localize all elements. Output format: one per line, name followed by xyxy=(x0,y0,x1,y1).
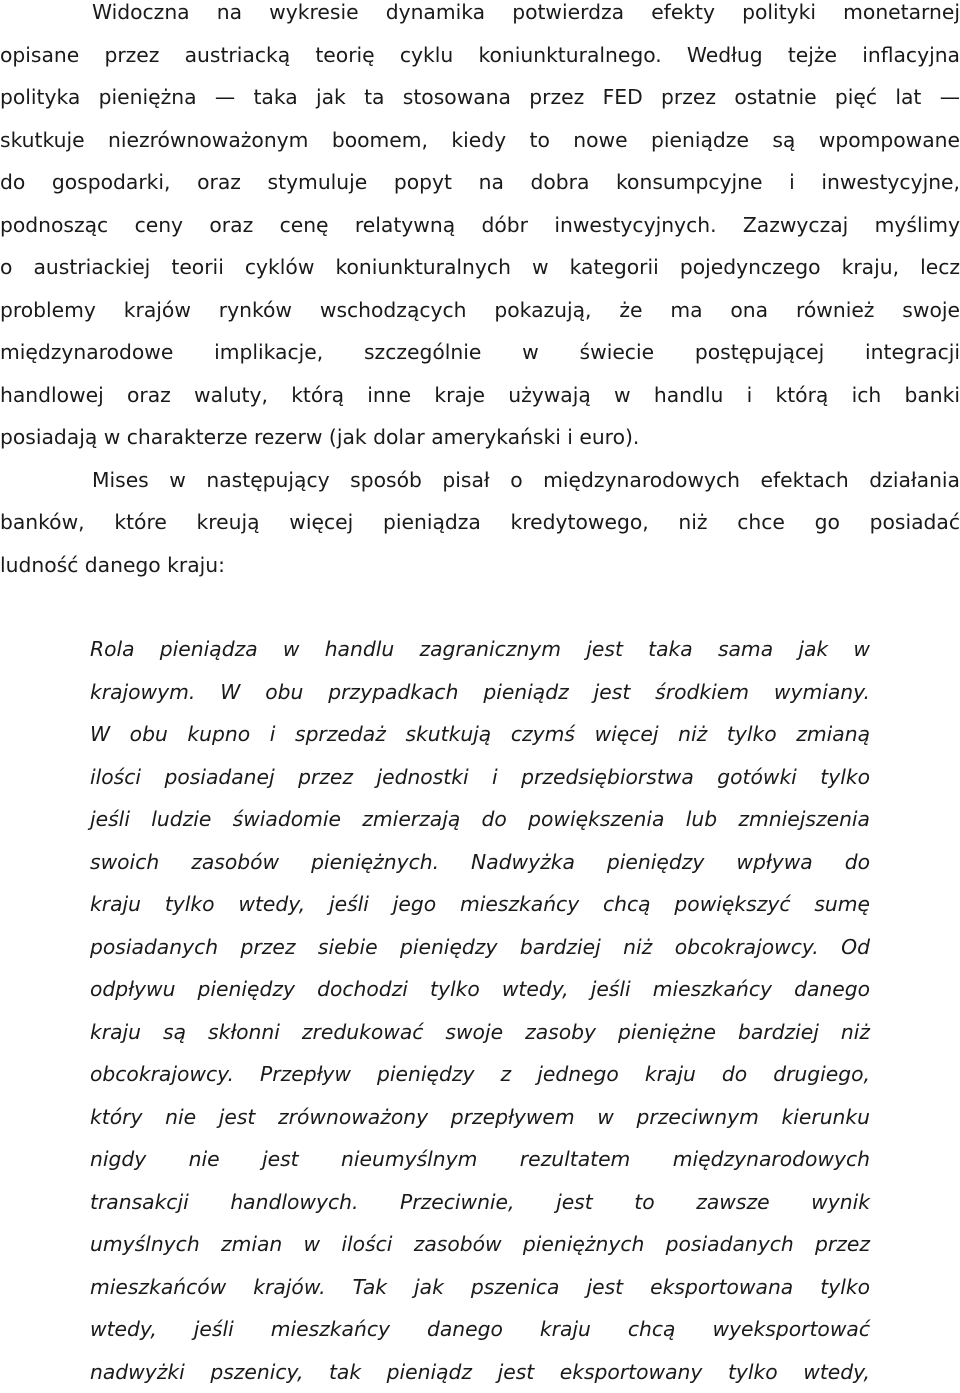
text-line: podnosząc ceny oraz cenę relatywną dóbr inwestycyjnych. Zazwyczaj myślimy xyxy=(0,204,960,247)
quote-line: ilości posiadanej przez jednostki i przedsiębiorstwa gotówki tylko xyxy=(90,756,870,799)
text-line: posiadają w charakterze rezerw (jak dolar amerykański i euro). xyxy=(0,416,960,459)
quote-line: mieszkańców krajów. Tak jak pszenica jest eksportowana tylko xyxy=(90,1266,870,1309)
text-line: ludność danego kraju: xyxy=(0,544,960,587)
quote-line: kraju są skłonni zredukować swoje zasoby pieniężne bardziej niż xyxy=(90,1011,870,1054)
quote-line: nigdy nie jest nieumyślnym rezultatem międzynarodowych xyxy=(90,1138,870,1181)
text-line: problemy krajów rynków wschodzących pokazują, że ma ona również swoje xyxy=(0,289,960,332)
text-line: skutkuje niezrównoważonym boomem, kiedy to nowe pieniądze są wpompowane xyxy=(0,119,960,162)
quote-line: posiadanych przez siebie pieniędzy bardziej niż obcokrajowcy. Od xyxy=(90,926,870,969)
text-line: banków, które kreują więcej pieniądza kredytowego, niż chce go posiadać xyxy=(0,501,960,544)
text-line: opisane przez austriacką teorię cyklu koniunkturalnego. Według tejże inflacyjna xyxy=(0,34,960,77)
quote-line: nadwyżki pszenicy, tak pieniądz jest eksportowany tylko wtedy, xyxy=(90,1351,870,1393)
quote-line: obcokrajowcy. Przepływ pieniędzy z jednego kraju do drugiego, xyxy=(90,1053,870,1096)
quote-line: który nie jest zrównoważony przepływem w przeciwnym kierunku xyxy=(90,1096,870,1139)
quote-line: wtedy, jeśli mieszkańcy danego kraju chcą wyeksportować xyxy=(90,1308,870,1351)
quote-line: swoich zasobów pieniężnych. Nadwyżka pieniędzy wpływa do xyxy=(90,841,870,884)
quote-line: Rola pieniądza w handlu zagranicznym jest taka sama jak w xyxy=(90,628,870,671)
text-line: Mises w następujący sposób pisał o międzynarodowych efektach działania xyxy=(0,459,960,502)
quote-line: krajowym. W obu przypadkach pieniądz jest środkiem wymiany. xyxy=(90,671,870,714)
quote-line: umyślnych zmian w ilości zasobów pieniężnych posiadanych przez xyxy=(90,1223,870,1266)
text-line: międzynarodowe implikacje, szczególnie w świecie postępującej integracji xyxy=(0,331,960,374)
quote-line: kraju tylko wtedy, jeśli jego mieszkańcy chcą powiększyć sumę xyxy=(90,883,870,926)
paragraph-1 xyxy=(0,0,960,459)
quote-line: transakcji handlowych. Przeciwnie, jest to zawsze wynik xyxy=(90,1181,870,1224)
quote-line: W obu kupno i sprzedaż skutkują czymś więcej niż tylko zmianą xyxy=(90,713,870,756)
quote-line: jeśli ludzie świadomie zmierzają do powiększenia lub zmniejszenia xyxy=(90,798,870,841)
text-line: Widoczna na wykresie dynamika potwierdza efekty polityki monetarnej xyxy=(0,0,960,34)
text-line: handlowej oraz waluty, którą inne kraje używają w handlu i którą ich banki xyxy=(0,374,960,417)
text-line: do gospodarki, oraz stymuluje popyt na dobra konsumpcyjne i inwestycyjne, xyxy=(0,161,960,204)
text-line: polityka pieniężna — taka jak ta stosowana przez FED przez ostatnie pięć lat — xyxy=(0,76,960,119)
paragraph-2 xyxy=(0,459,960,587)
block-quote xyxy=(90,628,870,1393)
text-line: o austriackiej teorii cyklów koniunkturalnych w kategorii pojedynczego kraju, lecz xyxy=(0,246,960,289)
quote-line: odpływu pieniędzy dochodzi tylko wtedy, jeśli mieszkańcy danego xyxy=(90,968,870,1011)
